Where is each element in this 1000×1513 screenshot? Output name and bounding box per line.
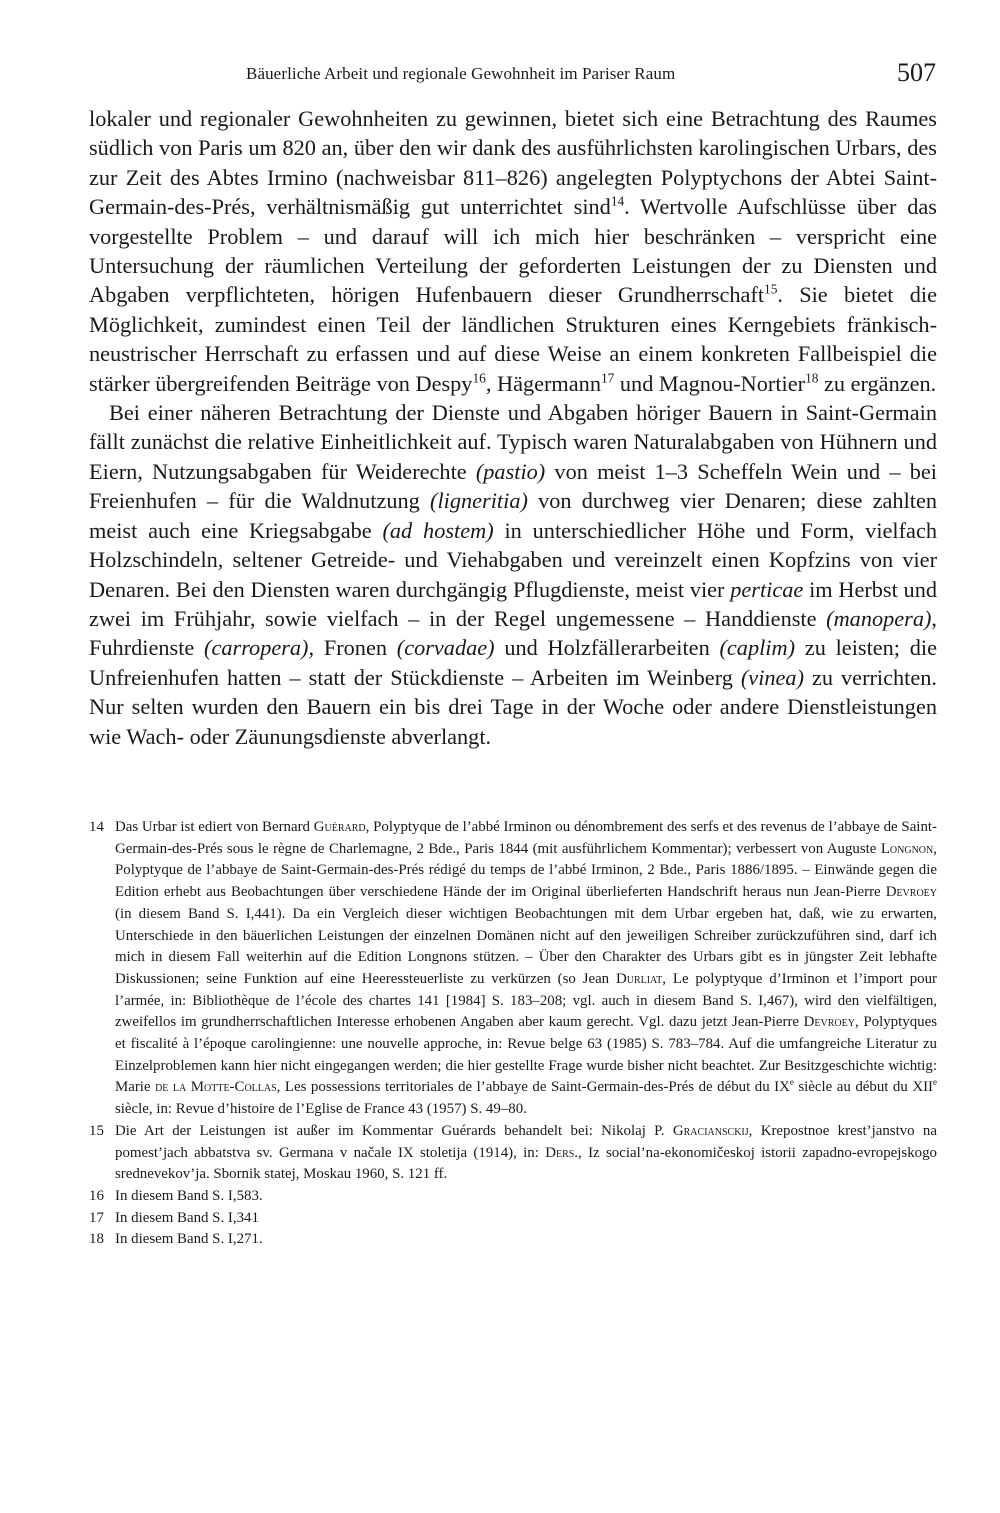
text-run: , Fronen [308,635,397,661]
text-run: . Wertvolle Aufschlüsse über das vorgestellte Problem – und darauf will ich mich hier beschränken – verspricht eine Untersuchung der räumlichen Verteilung der geforderten Leistungen der zu Diensten und Abgaben verpflichteten, hörigen Hufenbauern dieser Grundherrschaft [89,194,937,308]
latin-term: (corvadae) [396,635,495,661]
text-run: , Fuhrdienste [89,605,937,661]
footnote-17 [89,1208,937,1230]
text-run: siècle, in: Revue d’histoire de l’Eglise de France 43 (1957) S. 49–80. [115,1101,527,1118]
text-run: Das Urbar ist ediert von Bernard [115,819,314,835]
author-name: Ders. [545,1144,579,1161]
text-run: , Krepostnoe krest’janstvo na pomest’jach abbatstva sv. Germana v načale IX stoletija (1914), in: [115,1122,937,1161]
footnote-ref: 17 [600,370,615,386]
text-run: siècle au début du XII [793,1079,934,1096]
text-run: lokaler und regionaler Gewohnheiten zu gewinnen, bietet sich eine Betrachtung des Raumes südlich von Paris um 820 an, über den wir dank des ausführlichsten karolingischen Urbars, des zur Zeit des Abtes Irmino (nachweisbar 811–826) angelegten Polyptychons der Abtei Saint-Germain-des-Prés, verhältnismäßig gut unterrichtet sind [89,106,937,220]
footnote-ref: 18 [805,370,819,386]
author-name: Durliat [615,970,663,987]
text-run: von durchweg vier Denaren; diese zahlten meist auch eine Kriegsabgabe [89,488,937,543]
text-run: im Herbst und zwei im Frühjahr, sowie vielfach – in der Regel ungemessene – Handdienste [89,576,938,631]
text-run: , Les possessions territoriales de l’abbaye de Saint-Germain-des-Prés de début du IX [276,1079,790,1096]
text-run: zu verrichten. Nur selten wurden den Bauern ein bis drei Tage in der Woche oder andere Dienstleistungen wie Wach- oder Zäunungsdienste abverlangt. [89,664,937,749]
text-run: Bei einer näheren Betrachtung der Dienste und Abgaben höriger Bauern in Saint-Germain fällt zunächst die relative Einheitlichkeit auf. Typisch waren Naturalabgaben von Hühnern und Eiern, Nutzungsabgaben für Weiderechte [89,400,937,484]
footnote-16 [89,1186,937,1208]
footnote-text: In diesem Band S. I,271. [115,1231,263,1248]
text-run: , Le polyptyque d’Irminon et l’import pour l’armée, in: Bibliothèque de l’école des chartes 141 [1984] S. 183–208; vgl. auch in diesem Band S. I,467), wird den vielfältigen, zweifellos im grundherrschaftlichen Interesse erhobenen Angaben aber kaum gerecht. Vgl. dazu jetzt Jean-Pierre [115,970,937,1031]
footnote-number: 17 [89,1209,104,1226]
latin-term: (ligneritia) [430,488,528,514]
author-name: Devroey [885,884,937,901]
main-text [89,104,937,751]
text-run: zu ergänzen. [818,370,937,396]
latin-term: (ad hostem) [382,517,494,543]
footnotes [89,817,937,1251]
author-name: Guérard [313,819,366,835]
footnote-number: 14 [89,819,104,835]
footnote-number: 16 [89,1187,104,1204]
text-run: in unterschiedlicher Höhe und Form, vielfach Holzschindeln, seltener Getreide- und Viehabgaben und vereinzelt einen Kopfzins von vier Denaren. Bei den Diensten waren durchgängig Pflugdienste, meist vier [89,517,937,602]
text-run: und Magnou-Nortier [614,370,806,396]
text-run: , Polyptyque de l’abbaye de Saint-Germain-des-Prés rédigé du temps de l’abbé Irminon, 2 Bde., Paris 1886/1895. – Einwände gegen die Edition erhebt aus Beobachtungen über verschiedene Hände der im Original überlieferten Handschrift heraus nun Jean-Pierre [115,840,937,901]
footnote-14 [89,817,937,1121]
latin-term: (caplim) [719,635,796,661]
text-run: und Holzfällerarbeiten [494,635,720,661]
superscript: e [933,1077,937,1088]
text-run: Die Art der Leistungen ist außer im Kommentar Guérards behandelt bei: Nikolaj P. [115,1122,673,1139]
paragraph-1 [89,104,937,398]
text-run: (in diesem Band S. I,441). Da ein Vergleich dieser wichtigen Beobachtungen mit dem Urbar ergeben hat, daß, wie zu erwarten, Unterschiede in den bäuerlichen Leistungen der einzelnen Domänen nicht auf den jeweiligen Schreiber zurückzuführen sind, darf ich mich in diesem Fall weiterhin auf die Edition Longnons stützen. – Über den Charakter des Urbars gibt es in jüngster Zeit lebhafte Diskussionen; seine Funktion auf eine Heeressteuerliste zu verkürzen (so Jean [115,905,937,987]
author-name: de la Motte-Collas [155,1079,277,1096]
footnote-number: 15 [89,1122,104,1139]
text-run: , Hägermann [485,370,601,396]
superscript: e [789,1077,794,1088]
text-run: , Iz social’na-ekonomičeskoj istorii zapadno-evropejskogo srednevekov’ja. Sbornik statej, Moskau 1960, S. 121 ff. [115,1144,938,1183]
running-head [246,58,936,90]
author-name: Graciansckij [672,1122,749,1139]
paragraph-2 [89,398,937,751]
footnote-number: 18 [89,1231,104,1248]
footnote-ref: 15 [764,282,778,298]
running-title: Bäuerliche Arbeit und regionale Gewohnheit im Pariser Raum [246,64,676,83]
author-name: Devroey [803,1014,855,1031]
text-run: zu leisten; die Unfreienhufen hatten – statt der Stückdienste – Arbeiten im Weinberg [89,635,937,690]
footnote-text: In diesem Band S. I,341 [115,1209,259,1226]
footnote-ref: 14 [610,193,625,209]
latin-term: perticae [730,576,804,602]
text-run: , Polyptyques et fiscalité à l’époque carolingienne: une nouvelle approche, in: Revue belge 63 (1985) S. 783–784. Auf die umfangreiche Literatur zu Einzelproblemen kann hier nicht eingegangen werden; die hier gestellte Frage wurde bisher nicht beachtet. Zur Besitzgeschichte wichtig: Marie [115,1014,937,1096]
latin-term: (carropera) [204,635,309,661]
page-number: 507 [897,58,936,87]
latin-term: (manopera) [826,605,932,631]
footnote-18 [89,1229,937,1251]
author-name: Longnon [880,840,934,857]
latin-term: (pastio) [475,458,546,484]
footnote-15 [89,1121,937,1186]
latin-term: (vinea) [740,664,805,690]
text-run: . Sie bietet die Möglichkeit, zumindest einen Teil der ländlichen Strukturen eines Kerngebiets fränkisch-neustrischer Herrschaft zu erfassen und auf diese Weise an einem konkreten Fallbeispiel die stärker übergreifenden Beiträge von Despy [89,282,937,396]
text-run: , Polyptyque de l’abbé Irminon ou dénombrement des serfs et des revenus de l’abbaye de Saint-Germain-des-Prés sous le règne de Charlemagne, 2 Bde., Paris 1844 (mit ausführlichem Kommentar); verbessert von Auguste [115,819,937,857]
text-run: von meist 1–3 Scheffeln Wein und – bei Freienhufen – für die Waldnutzung [89,458,937,514]
footnote-ref: 16 [472,370,486,386]
footnote-text: In diesem Band S. I,583. [115,1187,263,1204]
